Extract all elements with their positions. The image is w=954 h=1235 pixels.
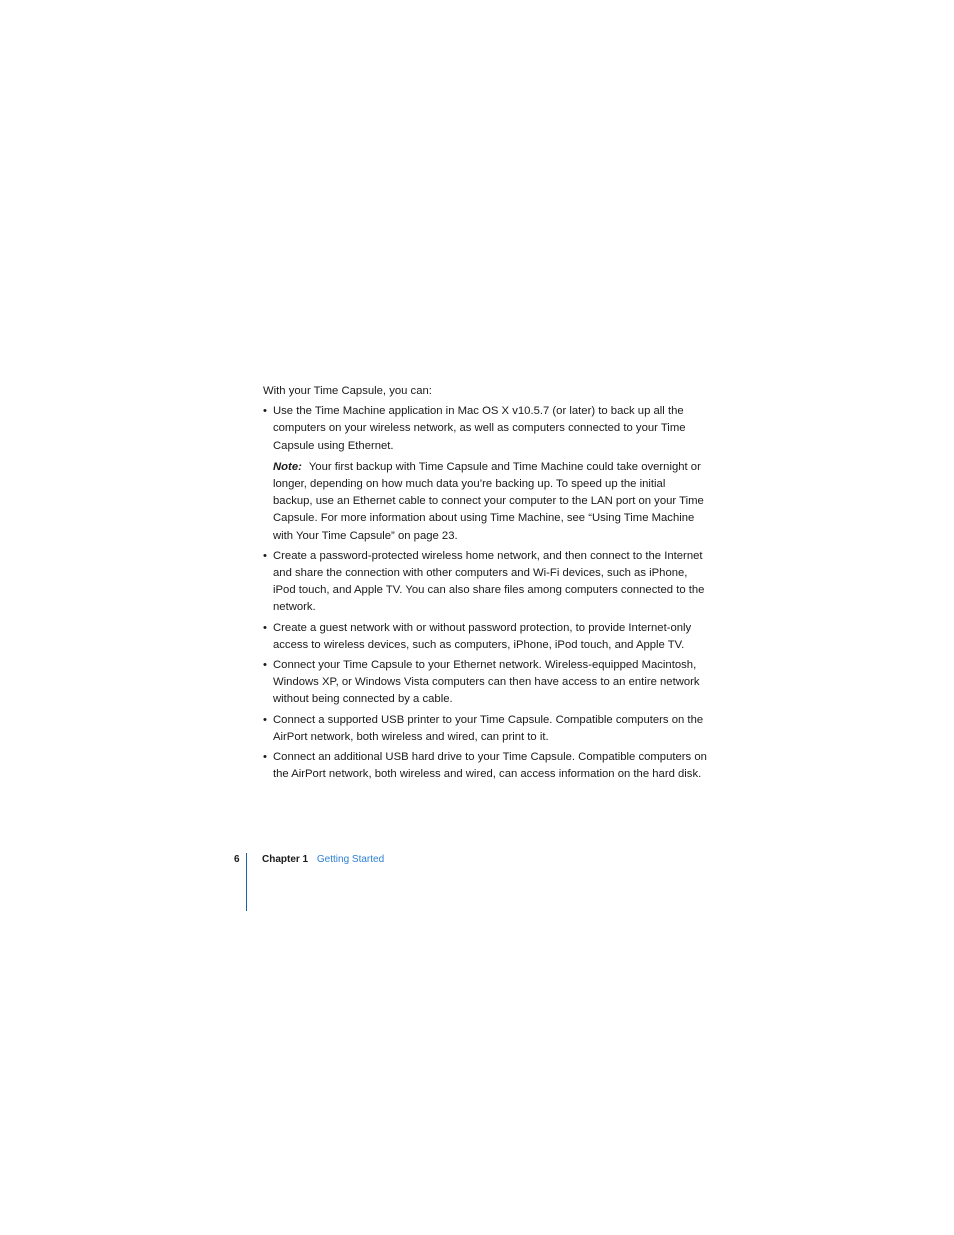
intro-text: With your Time Capsule, you can: [263,385,432,397]
list-item [263,620,708,654]
note-block [273,459,708,545]
feature-list [263,403,708,783]
list-item-text: Create a guest network with or without password protection, to provide Internet-only access to wireless devices, such as computers, iPhone, iPod touch, and Apple TV. [273,621,692,651]
list-item [263,548,708,617]
bullet-icon: • [263,405,267,418]
bullet-icon: • [263,713,267,726]
note-text: Your first backup with Time Capsule and Time Machine could take overnight or longer, depending on how much data you’re backing up. To speed up the initial backup, use an Ethernet cable to connect your computer to the LAN port on your Time Capsule. For more information about using Time Machine, see “Using Time Machine with Your Time Capsule” on page 23. [273,460,704,542]
bullet-icon: • [263,659,267,672]
list-item [263,657,708,709]
chapter-heading [262,854,384,865]
bullet-icon: • [263,549,267,562]
list-item-text: Connect your Time Capsule to your Ethernet network. Wireless-equipped Macintosh, Windows XP, or Windows Vista computers can then have access to an entire network without being connected by a cable. [273,659,700,706]
list-item-text: Connect an additional USB hard drive to your Time Capsule. Compatible computers on the AirPort network, both wireless and wired, can access information on the hard disk. [273,751,707,781]
page-footer [0,853,954,913]
list-item-text: Connect a supported USB printer to your Time Capsule. Compatible computers on the AirPort network, both wireless and wired, can print to it. [273,713,704,743]
page-number: 6 [234,854,240,865]
footer-divider [246,853,247,911]
list-item-text: Use the Time Machine application in Mac OS X v10.5.7 (or later) to back up all the computers on your wireless network, as well as computers connected to your Time Capsule using Ethernet. [273,405,686,452]
list-item [263,403,708,545]
list-item [263,712,708,746]
chapter-title: Getting Started [316,854,385,865]
list-item [263,749,708,783]
list-item-text: Create a password-protected wireless home network, and then connect to the Internet and share the connection with other computers and Wi-Fi devices, such as iPhone, iPod touch, and Apple TV. You can also share files among computers connected to the network. [273,549,705,614]
note-label: Note: [273,460,302,473]
bullet-icon: • [263,621,267,634]
bullet-icon: • [263,751,267,764]
page-content [263,383,708,786]
chapter-label: Chapter 1 [262,854,309,865]
